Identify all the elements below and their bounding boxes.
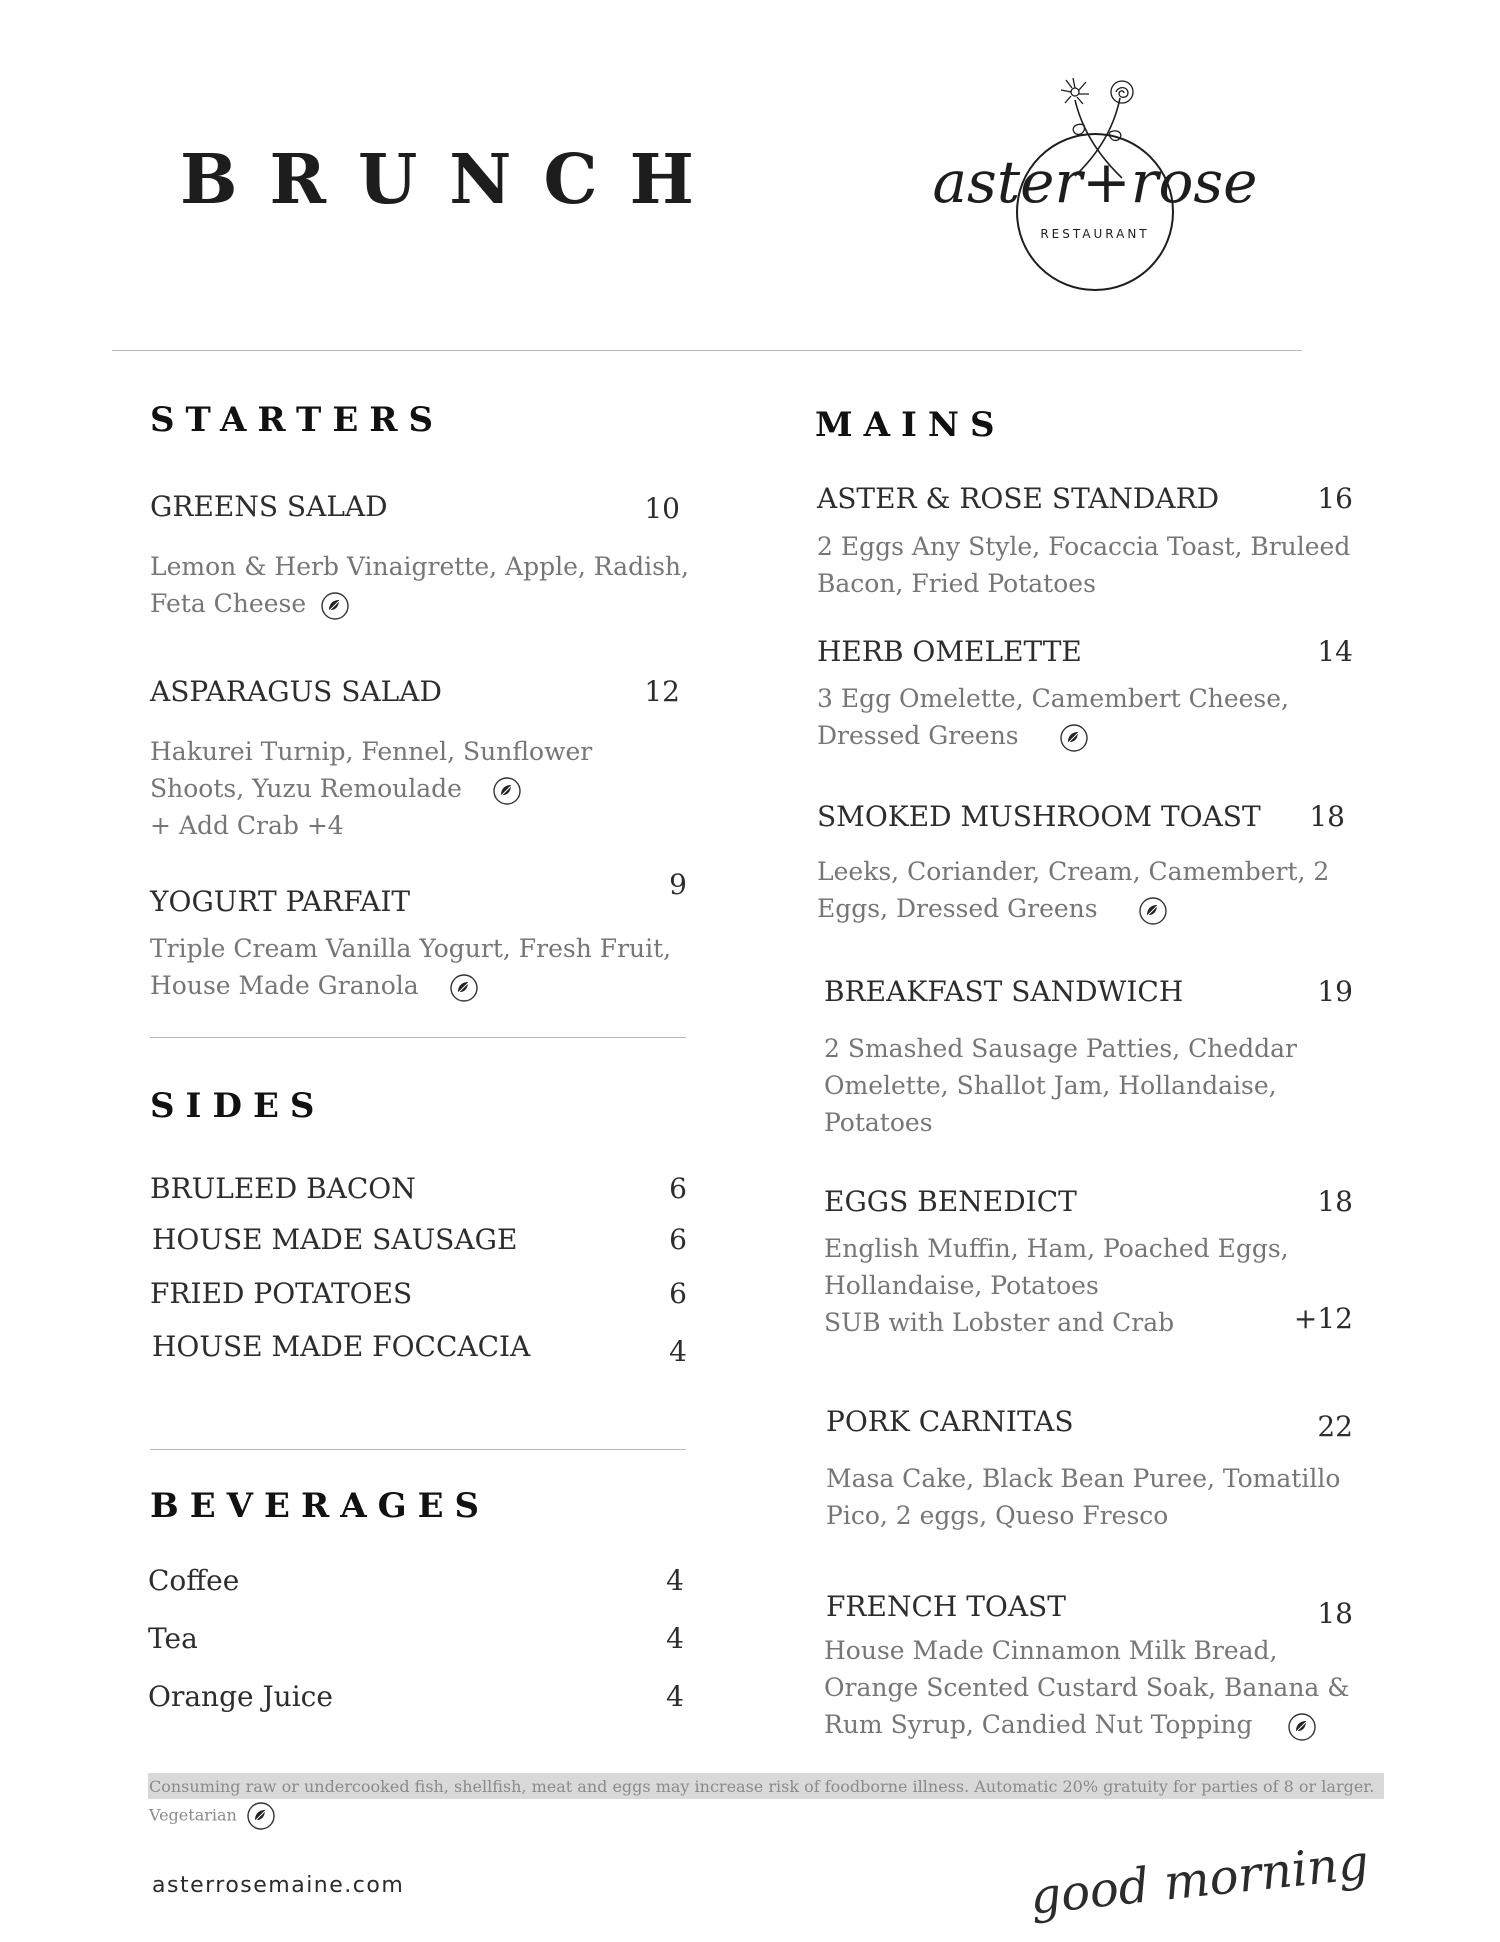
section-divider bbox=[150, 1449, 686, 1450]
menu-item-sub-price: +12 bbox=[1293, 1302, 1353, 1335]
menu-item-name: FRIED POTATOES bbox=[150, 1277, 413, 1310]
menu-item-description: English Muffin, Ham, Poached Eggs, Hollandaise, Potatoes SUB with Lobster and Crab bbox=[824, 1234, 1289, 1337]
menu-item-name: Coffee bbox=[148, 1564, 240, 1597]
section-divider bbox=[150, 1037, 686, 1038]
starters-heading: STARTERS bbox=[150, 400, 445, 440]
beverages-heading: BEVERAGES bbox=[150, 1486, 491, 1526]
menu-item-price: 10 bbox=[644, 492, 680, 525]
menu-item-description: Triple Cream Vanilla Yogurt, Fresh Fruit, House Made Granola bbox=[150, 930, 671, 1004]
menu-item-name: PORK CARNITAS bbox=[826, 1405, 1074, 1438]
website-link[interactable]: asterrosemaine.com bbox=[152, 1873, 405, 1898]
menu-item-price: 22 bbox=[1317, 1410, 1353, 1443]
vegetarian-legend: Vegetarian bbox=[149, 1801, 276, 1831]
page-title: BRUNCH bbox=[180, 140, 726, 220]
menu-item-name: Orange Juice bbox=[148, 1680, 333, 1713]
menu-item-price: 18 bbox=[1309, 800, 1345, 833]
svg-text:aster+rose: aster+rose bbox=[932, 148, 1258, 216]
menu-item-price: 19 bbox=[1317, 975, 1353, 1008]
menu-item-price: 6 bbox=[669, 1277, 687, 1310]
header-divider bbox=[112, 350, 1302, 351]
menu-item-price: 14 bbox=[1317, 635, 1353, 668]
leaf-icon bbox=[1287, 1712, 1317, 1742]
menu-item-price: 6 bbox=[669, 1223, 687, 1256]
menu-item-description: Hakurei Turnip, Fennel, Sunflower Shoots, Yuzu Remoulade + Add Crab +4 bbox=[150, 737, 593, 840]
leaf-icon bbox=[1138, 896, 1168, 926]
mains-heading: MAINS bbox=[815, 405, 1006, 445]
svg-text:RESTAURANT: RESTAURANT bbox=[1040, 227, 1150, 241]
menu-item-price: 18 bbox=[1317, 1597, 1353, 1630]
leaf-icon bbox=[449, 973, 479, 1003]
menu-item-price: 4 bbox=[666, 1564, 684, 1597]
menu-item-description: 3 Egg Omelette, Camembert Cheese, Dressed Greens bbox=[817, 680, 1289, 754]
menu-item-price: 4 bbox=[666, 1680, 684, 1713]
menu-item-name: Tea bbox=[148, 1622, 198, 1655]
menu-item-name: GREENS SALAD bbox=[150, 490, 388, 523]
menu-item-price: 9 bbox=[669, 868, 687, 901]
menu-item-description: Lemon & Herb Vinaigrette, Apple, Radish, Feta Cheese bbox=[150, 548, 689, 622]
menu-item-name: ASPARAGUS SALAD bbox=[150, 675, 442, 708]
menu-item-name: SMOKED MUSHROOM TOAST bbox=[817, 800, 1261, 833]
menu-item-description: Leeks, Coriander, Cream, Camembert, 2 Eggs, Dressed Greens bbox=[817, 853, 1329, 927]
menu-item-price: 6 bbox=[669, 1172, 687, 1205]
menu-item-name: BREAKFAST SANDWICH bbox=[824, 975, 1184, 1008]
menu-item-price: 16 bbox=[1317, 482, 1353, 515]
menu-item-name: BRULEED BACON bbox=[150, 1172, 416, 1205]
menu-item-price: 4 bbox=[666, 1622, 684, 1655]
menu-item-description: Masa Cake, Black Bean Puree, Tomatillo Pico, 2 eggs, Queso Fresco bbox=[826, 1464, 1341, 1530]
menu-item-name: YOGURT PARFAIT bbox=[150, 885, 411, 918]
menu-item-name: HOUSE MADE SAUSAGE bbox=[152, 1223, 518, 1256]
leaf-icon bbox=[246, 1801, 276, 1831]
menu-item-price: 4 bbox=[669, 1335, 687, 1368]
svg-text:good morning: good morning bbox=[1027, 1835, 1370, 1926]
leaf-icon bbox=[320, 591, 350, 621]
signoff-script bbox=[1020, 1835, 1370, 1935]
menu-item-description: 2 Eggs Any Style, Focaccia Toast, Bruleed Bacon, Fried Potatoes bbox=[817, 532, 1351, 598]
menu-item-description: House Made Cinnamon Milk Bread, Orange Scented Custard Soak, Banana & Rum Syrup, Candied Nut Topping bbox=[824, 1632, 1350, 1743]
menu-item-description: 2 Smashed Sausage Patties, Cheddar Omelette, Shallot Jam, Hollandaise, Potatoes bbox=[824, 1034, 1297, 1137]
menu-item-name: ASTER & ROSE STANDARD bbox=[817, 482, 1220, 515]
menu-item-name: HERB OMELETTE bbox=[817, 635, 1082, 668]
menu-item-name: HOUSE MADE FOCCACIA bbox=[152, 1330, 531, 1363]
leaf-icon bbox=[1059, 723, 1089, 753]
menu-item-price: 12 bbox=[644, 675, 680, 708]
menu-item-name: FRENCH TOAST bbox=[826, 1590, 1066, 1623]
disclaimer-text: Consuming raw or undercooked fish, shellfish, meat and eggs may increase risk of foodborne illness. Automatic 20% gratuity for parties of 8 or larger. bbox=[149, 1777, 1375, 1796]
menu-item-name: EGGS BENEDICT bbox=[824, 1185, 1077, 1218]
leaf-icon bbox=[492, 776, 522, 806]
restaurant-logo bbox=[870, 70, 1330, 310]
menu-item-price: 18 bbox=[1317, 1185, 1353, 1218]
flower-icon bbox=[870, 70, 1330, 310]
sides-heading: SIDES bbox=[150, 1086, 326, 1126]
